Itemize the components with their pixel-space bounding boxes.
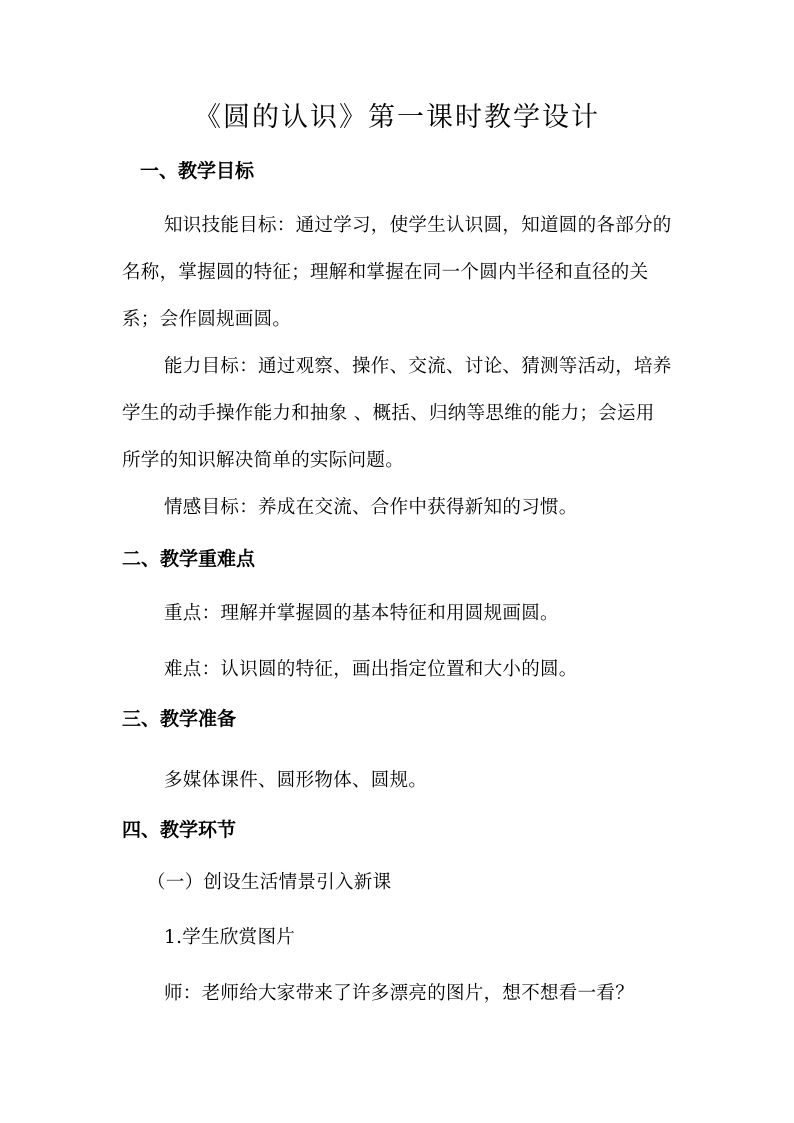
paragraph-preparation: 多媒体课件、圆形物体、圆规。 bbox=[164, 770, 428, 791]
paragraph-knowledge-objective: 知识技能目标：通过学习，使学生认识圆，知道圆的各部分的名称，掌握圆的特征；理解和掌握在同一个圆内半径和直径的关系；会作圆规画圆。 bbox=[122, 215, 672, 330]
section-heading-teaching-steps: 四、教学环节 bbox=[122, 819, 237, 841]
paragraph-key-point: 重点：理解并掌握圆的基本特征和用圆规画圆。 bbox=[164, 603, 559, 624]
subheading-intro: （一）创设生活情景引入新课 bbox=[147, 872, 392, 893]
paragraph-emotion-objective: 情感目标：养成在交流、合作中获得新知的习惯。 bbox=[164, 497, 578, 518]
paragraph-difficult-point: 难点：认识圆的特征，画出指定位置和大小的圆。 bbox=[164, 659, 578, 680]
document-title: 《圆的认识》第一课时教学设计 bbox=[194, 102, 600, 133]
section-heading-objectives: 一、教学目标 bbox=[140, 160, 255, 182]
teacher-dialogue: 师：老师给大家带来了许多漂亮的图片，想不想看一看？ bbox=[164, 983, 635, 1004]
section-heading-key-points: 二、教学重难点 bbox=[122, 548, 256, 570]
paragraph-ability-objective: 能力目标：通过观察、操作、交流、讨论、猜测等活动，培养学生的动手操作能力和抽象 、概括、归纳等思维的能力；会运用所学的知识解决简单的实际问题。 bbox=[122, 356, 672, 471]
list-item-appreciate-pictures: 1.学生欣赏图片 bbox=[164, 927, 296, 948]
section-heading-preparation: 三、教学准备 bbox=[122, 708, 237, 730]
